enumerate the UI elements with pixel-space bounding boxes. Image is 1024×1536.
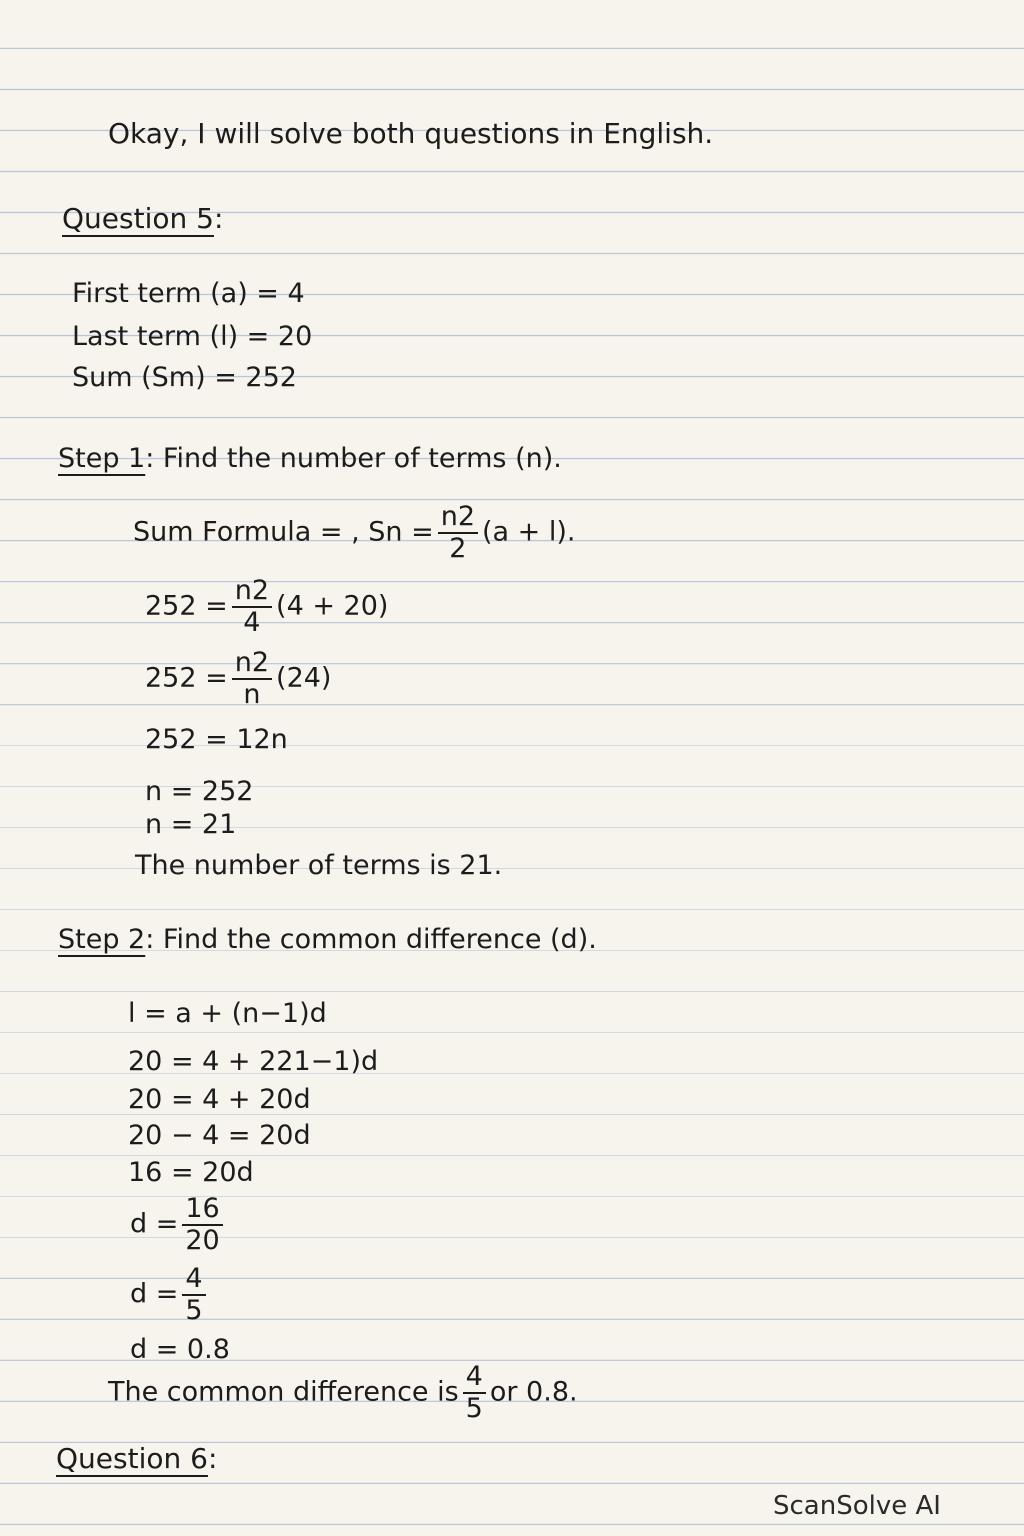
- step-2-fraction-2-numerator: 4: [182, 1264, 205, 1296]
- step-2-line-4: 20 − 4 = 20d: [128, 1120, 311, 1151]
- step-2-conclusion-prefix: The common difference is: [108, 1376, 459, 1408]
- step-2-label: Step 2: [58, 924, 146, 955]
- step-1-title: : Find the number of terms (n).: [145, 443, 562, 474]
- step-2-fraction-1-numerator: 16: [182, 1194, 222, 1226]
- sum-formula-fraction: [438, 502, 478, 564]
- sum-formula-numerator: n2: [438, 502, 478, 534]
- question-6-label: Question 6: [56, 1442, 208, 1475]
- step-2-fraction-line-1: [130, 1194, 227, 1256]
- step-1-line-4: n = 252: [145, 776, 254, 807]
- step-2-title: : Find the common difference (d).: [145, 924, 597, 955]
- sum-formula-denominator: 2: [449, 533, 467, 564]
- step-1-line-1-rhs: (4 + 20): [276, 590, 389, 622]
- step-1-line-1-lhs: 252 =: [145, 590, 228, 622]
- sum-formula-suffix: (a + l).: [482, 516, 576, 548]
- first-term: First term (a) = 4: [72, 278, 305, 309]
- step-1-line-5: n = 21: [145, 809, 237, 840]
- question-5-colon: :: [213, 202, 224, 235]
- question-5-heading: [62, 203, 223, 235]
- step-2-conclusion-suffix: or 0.8.: [489, 1376, 578, 1408]
- footer-brand: ScanSolve AI: [773, 1491, 941, 1521]
- question-6-heading: [56, 1443, 217, 1475]
- step-2-fraction-1: [182, 1194, 222, 1256]
- step-2-line-5: 16 = 20d: [128, 1157, 254, 1188]
- sum-formula-prefix: Sum Formula = , Sn =: [133, 516, 434, 548]
- intro-text: Okay, I will solve both questions in English.: [108, 117, 714, 150]
- step-2-fraction-line-2: [130, 1264, 210, 1326]
- step-2-fraction-1-denominator: 20: [185, 1225, 220, 1256]
- step-2-fraction-1-lhs: d =: [130, 1208, 179, 1240]
- sum-given: Sum (Sm) = 252: [72, 362, 297, 393]
- step-1-line-2-denominator: n: [243, 679, 261, 710]
- step-2-conclusion-fraction: [463, 1362, 486, 1424]
- step-1-heading: [58, 443, 562, 475]
- question-6-colon: :: [207, 1442, 218, 1475]
- step-2-conclusion-denominator: 5: [465, 1393, 483, 1424]
- step-2-fraction-2-lhs: d =: [130, 1278, 179, 1310]
- step-2-fraction-2: [182, 1264, 205, 1326]
- step-1-line-1-numerator: n2: [232, 576, 272, 608]
- step-1-line-1: [145, 576, 388, 638]
- step-1-line-2-numerator: n2: [232, 648, 272, 680]
- last-term: Last term (l) = 20: [72, 321, 313, 352]
- question-5-label: Question 5: [62, 202, 214, 235]
- step-1-line-3: 252 = 12n: [145, 724, 288, 755]
- step-2-line-2: 20 = 4 + 221−1)d: [128, 1046, 379, 1077]
- step-2-line-1: l = a + (n−1)d: [128, 998, 327, 1029]
- step-2-conclusion: [108, 1362, 578, 1424]
- step-1-line-2-rhs: (24): [276, 662, 332, 694]
- step-2-fraction-2-denominator: 5: [185, 1295, 203, 1326]
- sum-formula: [133, 502, 576, 564]
- step-1-line-2-lhs: 252 =: [145, 662, 228, 694]
- step-1-line-2: [145, 648, 331, 710]
- step-2-conclusion-numerator: 4: [463, 1362, 486, 1394]
- step-1-line-1-denominator: 4: [243, 607, 261, 638]
- step-1-line-2-fraction: [232, 648, 272, 710]
- step-1-line-1-fraction: [232, 576, 272, 638]
- step-1-conclusion: The number of terms is 21.: [135, 850, 503, 881]
- step-2-line-8: d = 0.8: [130, 1334, 230, 1365]
- step-2-heading: [58, 924, 597, 956]
- step-2-line-3: 20 = 4 + 20d: [128, 1084, 311, 1115]
- step-1-label: Step 1: [58, 443, 146, 474]
